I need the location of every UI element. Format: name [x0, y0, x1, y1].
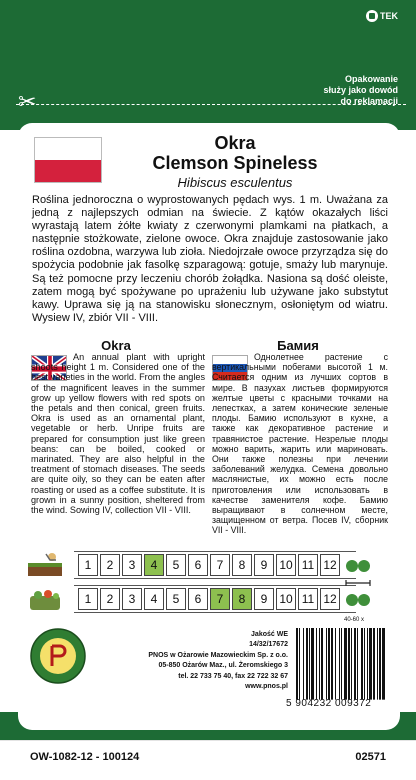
company-name: PNOS w Ożarowie Mazowieckim Sp. z o.o. [148, 651, 288, 659]
tek-label: TEK [380, 11, 398, 21]
barcode-bar [303, 628, 304, 700]
company-phone: tel. 22 733 75 40, fax 22 722 32 67 [178, 672, 288, 680]
plant-spacing-label: 40-60 x [344, 617, 365, 623]
barcode-bar [326, 628, 327, 700]
barcode-bar [367, 628, 368, 700]
receipt-note-line: służy jako dowód [323, 85, 398, 95]
product-title-line2: Clemson Spineless [152, 153, 318, 173]
calendar-month-cell: 5 [166, 588, 186, 610]
calendar-month-cell: 1 [78, 554, 98, 576]
barcode-bar [316, 628, 317, 700]
english-description: An annual plant with upright shoots height 1 m. Considered one of the best varieties in the world. From the angles of the magnificent leaves in the summer grow up yellow flowers with red spots on the petals and then conical, green fruits. Okra is used as an ornamental plant, vegetable or herb. Unripe fruits are prepared for consumption just like green beans: can be boiled, cooked or marinated. They are also helpful in the treatment of stomach diseases. The seeds are quite oily, so they can be eaten after roasting or used as a coffee substitute. It is grown in a sunny position, sheltered from the wind. Sowing IV, collection VII - VIII. [31, 352, 205, 516]
russian-description: Однолетнее растение с вертикальными побегами высотой 1 м. Считается одним из лучших сортов в мире. В пазухах листьев формируются желтые цветы с красными точками на лепестках, а затем конические зеленые плоды. Бамию используют в кухне, а также как декоративное растение и травянистое растение. Незрелые плоды можно варить, жарить или мариновать. Они также полезны при лечении заболеваний желудка. Семена довольно маслянистые, их можно есть после приготовления или использовать в качестве заменителя кофе. Бамию выращивают в солнечном месте, защищенном от ветра. Посев IV, сборник VII - VIII. [212, 352, 388, 536]
barcode-bar [299, 628, 300, 700]
product-title [120, 133, 350, 173]
receipt-note-line: do reklamacji [340, 96, 398, 106]
barcode-bar [321, 628, 323, 700]
receipt-note [323, 74, 398, 107]
calendar-month-cell: 9 [254, 554, 274, 576]
barcode-bar [309, 628, 310, 700]
calendar-month-cell: 12 [320, 554, 340, 576]
barcode-bar [377, 628, 378, 700]
barcode-bar [357, 628, 358, 700]
calendar-month-cell: 5 [166, 554, 186, 576]
company-address: 05-850 Ożarów Maz., ul. Żeromskiego 3 [158, 662, 288, 670]
barcode-bar [364, 628, 365, 700]
calendar-month-cell: 6 [188, 554, 208, 576]
barcode-bar [354, 628, 356, 700]
barcode-bar [348, 628, 350, 700]
company-website: www.pnos.pl [245, 683, 288, 691]
plant-spacing-icon [342, 556, 374, 610]
barcode-bar [344, 628, 347, 700]
batch-number: 02571 [355, 751, 386, 763]
barcode [294, 628, 390, 704]
pnos-logo [30, 628, 86, 684]
calendar-month-cell: 7 [210, 554, 230, 576]
calendar-month-cell: 4 [144, 554, 164, 576]
harvest-icon [26, 586, 70, 612]
tek-logo-icon [366, 10, 378, 22]
product-title-line1: Okra [214, 133, 256, 153]
barcode-bar [335, 628, 336, 700]
calendar-month-cell: 4 [144, 588, 164, 610]
barcode-bar [311, 628, 314, 700]
russian-heading: Бамия [277, 338, 319, 353]
sowing-row [78, 554, 340, 576]
sowing-icon [26, 552, 70, 578]
poland-flag-icon [34, 137, 102, 183]
company-info [120, 630, 288, 692]
calendar-month-cell: 6 [188, 588, 208, 610]
calendar-month-cell: 11 [298, 554, 318, 576]
barcode-bar [341, 628, 342, 700]
tek-badge [366, 10, 398, 22]
barcode-bar [379, 628, 381, 700]
barcode-bar [331, 628, 333, 700]
calendar-month-cell: 10 [276, 554, 296, 576]
calendar-month-cell: 2 [100, 554, 120, 576]
barcode-bar [361, 628, 363, 700]
barcode-bar [373, 628, 375, 700]
calendar-month-cell: 7 [210, 588, 230, 610]
scissors-icon: ✂ [18, 89, 37, 114]
barcode-bar [296, 628, 298, 700]
barcode-bar [319, 628, 320, 700]
calendar-month-cell: 8 [232, 554, 252, 576]
registration-code: 14/32/17672 [249, 641, 288, 649]
product-code: OW-1082-12 - 100124 [30, 751, 140, 763]
quality-label: Jakość WE [251, 631, 288, 638]
calendar-month-cell: 9 [254, 588, 274, 610]
packet-header-band [0, 0, 416, 130]
calendar-month-cell: 3 [122, 588, 142, 610]
receipt-note-line: Opakowanie [344, 74, 398, 84]
barcode-bar [382, 628, 385, 700]
barcode-bar [339, 628, 340, 700]
calendar-month-cell: 11 [298, 588, 318, 610]
calendar-month-cell: 1 [78, 588, 98, 610]
calendar-month-cell: 12 [320, 588, 340, 610]
sowing-harvest-calendar [26, 552, 396, 616]
barcode-bar [369, 628, 372, 700]
english-heading: Okra [101, 338, 131, 353]
barcode-number: 5 904232 009372 [286, 698, 372, 709]
harvest-row [78, 588, 340, 610]
calendar-month-cell: 3 [122, 554, 142, 576]
cut-line [16, 104, 406, 105]
calendar-month-cell: 10 [276, 588, 296, 610]
calendar-month-cell: 2 [100, 588, 120, 610]
barcode-bar [328, 628, 330, 700]
barcode-bar [306, 628, 308, 700]
polish-description: Roślina jednoroczna o wyprostowanych pędach wys. 1 m. Uważana za jedną z najlepszych odmian na świecie. Z kątów okazałych liści wyrastają latem żółte kwiaty z czerwonymi plamkami na płatkach, a następnie stożkowate, zielone owoce. Okra znajduje zastosowanie jako roślina ozdobna, warzywa lub zioła. Niedojrzałe owoce przyrządza się do spożycia podobnie jak fasolkę szparagową: gotuje, smaży lub marynuje. Są też pomocne przy leczeniu chorób żołądka. Nasiona są dość oleiste, zatem mogą być spożywane po uprażeniu lub używane jako substytut kawy. Uprawa się ją na stanowisku słonecznym, osłoniętym od wiatru. Wysiew IV, zbiór VII - VIII. [32, 194, 388, 324]
barcode-bar [351, 628, 352, 700]
latin-name: Hibiscus esculentus [177, 175, 293, 190]
calendar-month-cell: 8 [232, 588, 252, 610]
